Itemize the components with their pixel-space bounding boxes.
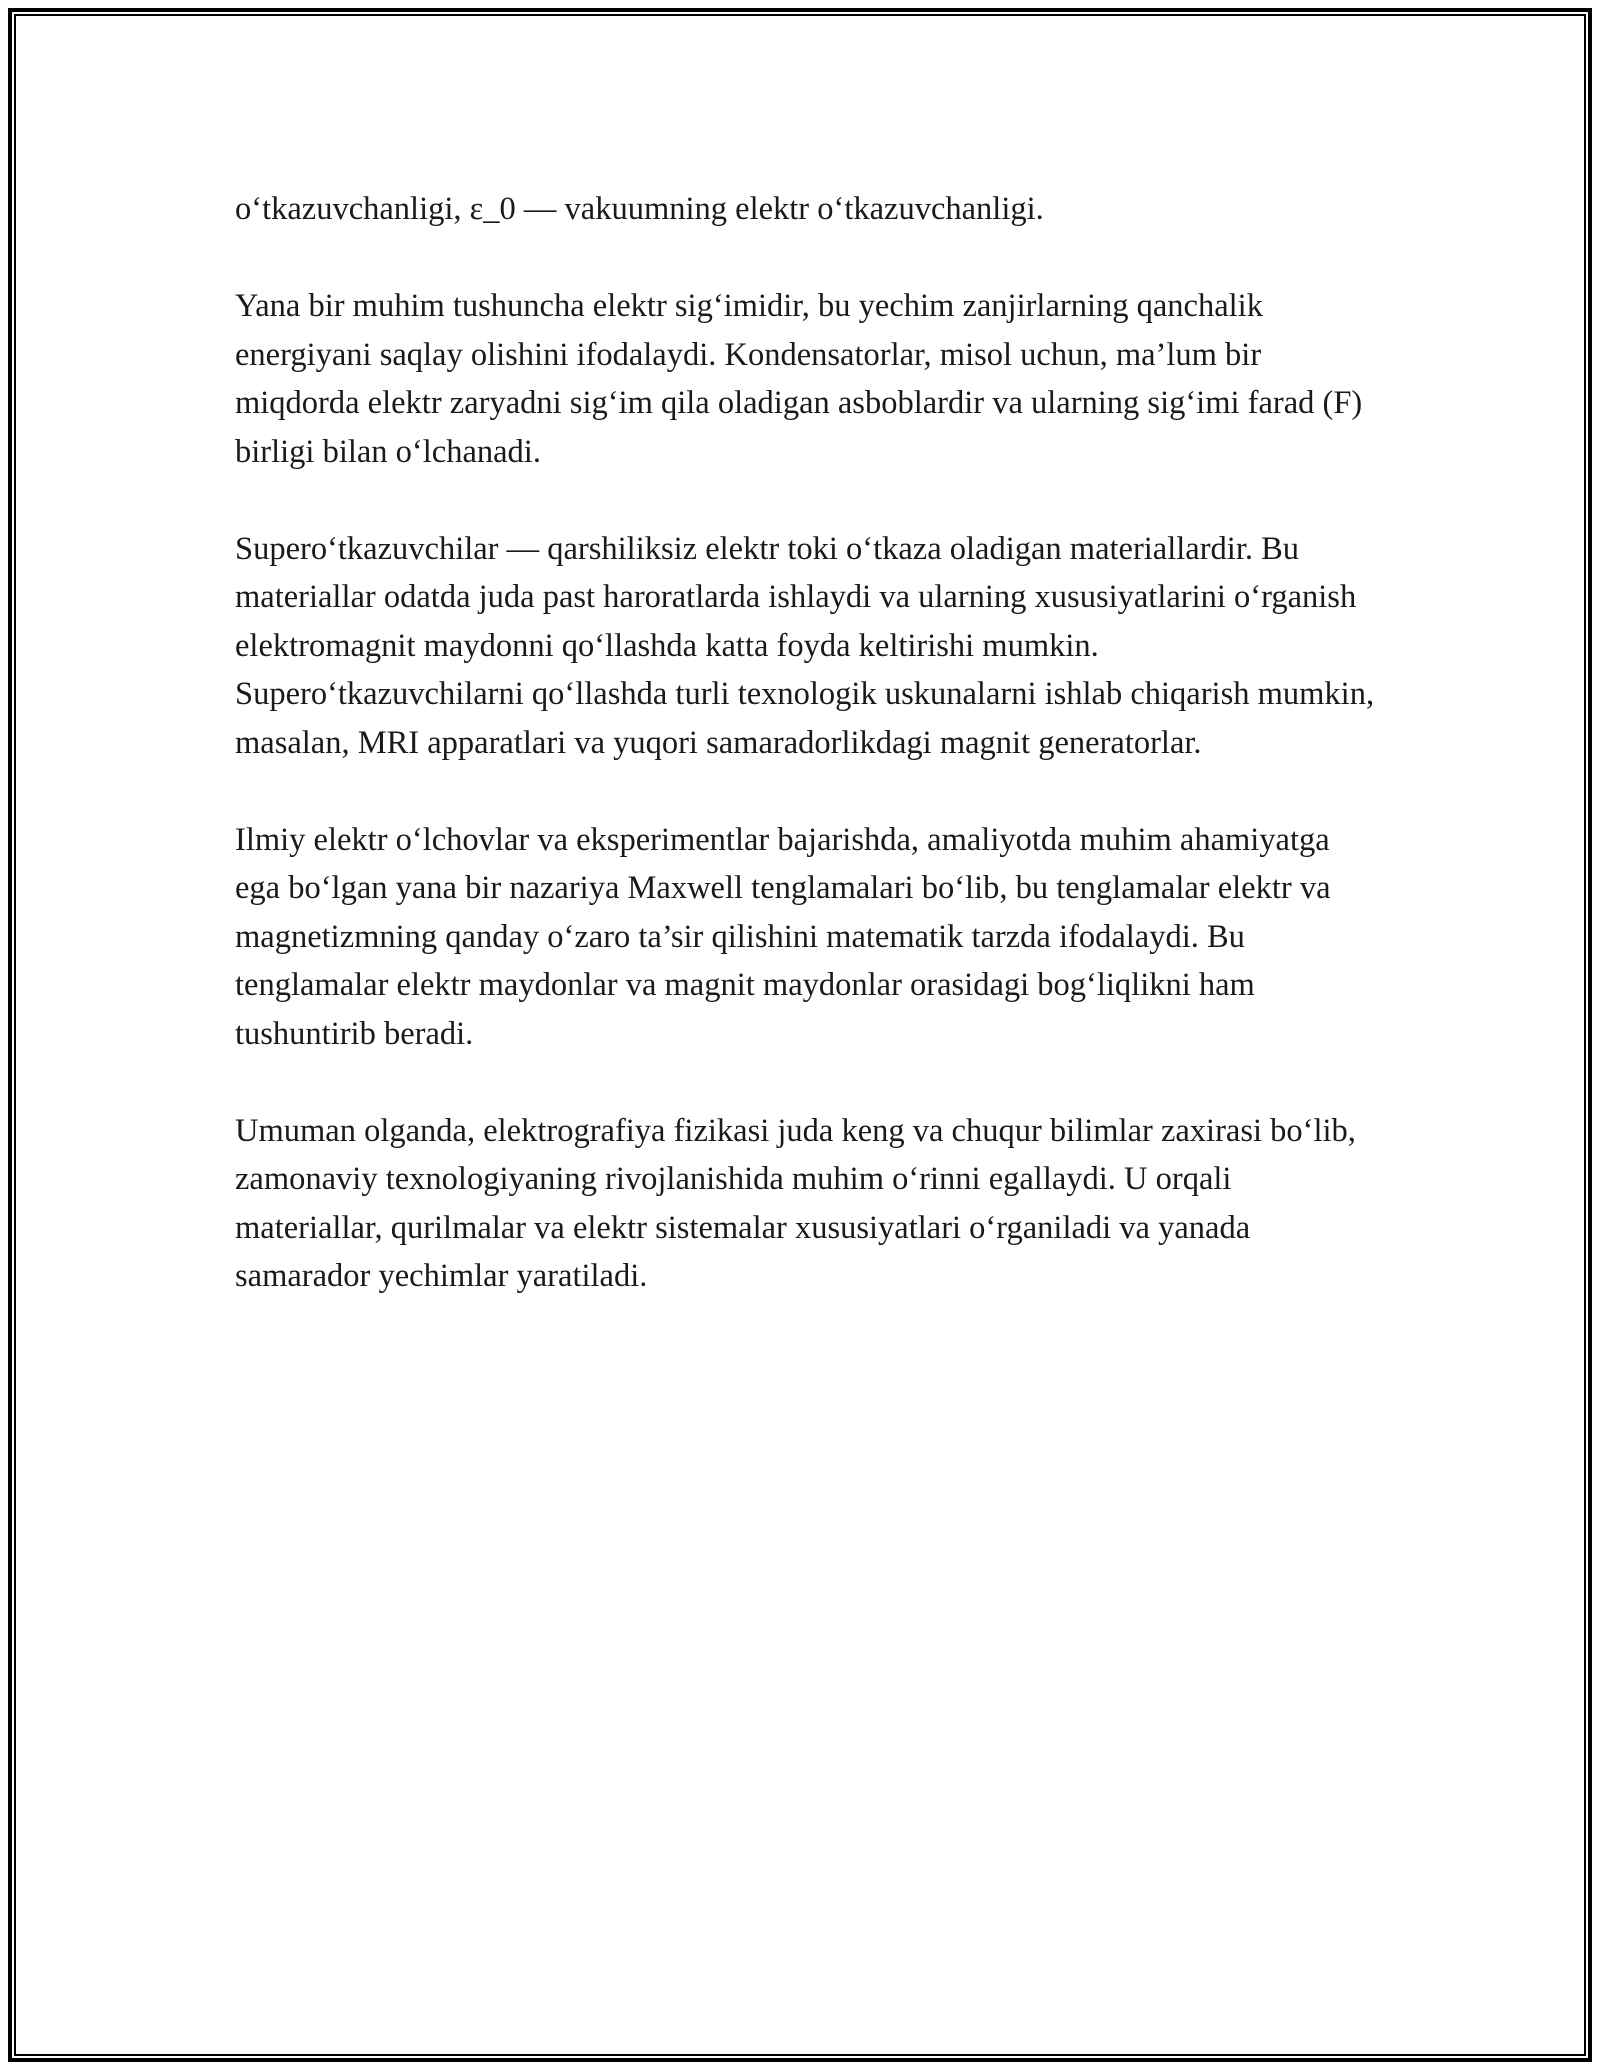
paragraph-maxwell-equations: Ilmiy elektr o‘lchovlar va eksperimentlar bajarishda, amaliyotda muhim ahamiyatga ega bo‘lgan yana bir nazariya Maxwell tenglamalari bo‘lib, bu tenglamalar elektr va magnetizmning qanday o‘zaro ta’sir qilishini matematik tarzda ifodalaydi. Bu tenglamalar elektr maydonlar va magnit maydonlar orasidagi bog‘liqlikni ham tushuntirib beradi. (235, 821, 1331, 1052)
paragraph-conclusion: Umuman olganda, elektrografiya fizikasi juda keng va chuqur bilimlar zaxirasi bo‘lib, zamonaviy texnologiyaning rivojlanishida muhim o‘rinni egallaydi. U orqali materiallar, qurilmalar va elektr sistemalar xususiyatlari o‘rganiladi va yanada samarador yechimlar yaratiladi. (235, 1112, 1356, 1294)
paragraph-permittivity-continuation: o‘tkazuvchanligi, ε_0 — vakuumning elektr o‘tkazuvchanligi. (235, 191, 1044, 227)
paragraph-superconductors: Supero‘tkazuvchilar — qarshiliksiz elektr toki o‘tkaza oladigan materiallardir. Bu materiallar odatda juda past haroratlarda ishlaydi va ularning xususiyatlarini o‘rganish elektromagnit maydonni qo‘llashda katta foyda keltirishi mumkin. Supero‘tkazuvchilarni qo‘llashda turli texnologik uskunalarni ishlab chiqarish mumkin, masalan, MRI apparatlari va yuqori samaradorlikdagi magnit generatorlar. (235, 530, 1375, 761)
paragraph-capacitance: Yana bir muhim tushuncha elektr sig‘imidir, bu yechim zanjirlarning qanchalik energiyani saqlay olishini ifodalaydi. Kondensatorlar, misol uchun, ma’lum bir miqdorda elektr zaryadni sig‘im qila oladigan asboblardir va ularning sig‘imi farad (F) birligi bilan o‘lchanadi. (235, 288, 1363, 470)
document-body (235, 185, 1375, 1349)
